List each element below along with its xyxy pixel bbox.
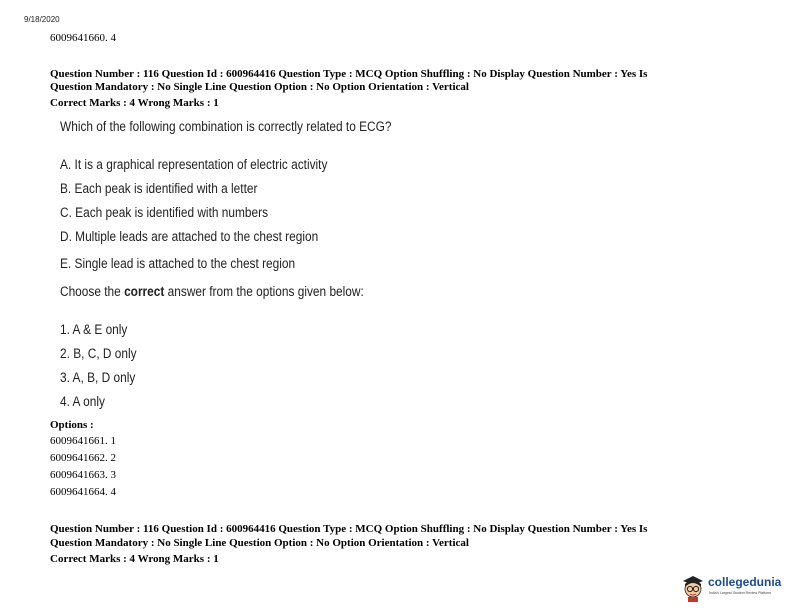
choice-3: 3. A, B, D only bbox=[60, 370, 136, 385]
print-date: 9/18/2020 bbox=[24, 15, 60, 24]
question-text: Which of the following combination is correctly related to ECG? bbox=[60, 119, 392, 134]
option-id-4: 6009641664. 4 bbox=[50, 486, 116, 498]
options-label: Options : bbox=[50, 419, 94, 431]
statement-d: D. Multiple leads are attached to the chest region bbox=[60, 229, 319, 244]
option-id-1: 6009641661. 1 bbox=[50, 435, 116, 447]
option-id-2: 6009641662. 2 bbox=[50, 452, 116, 464]
instruction-post: answer from the options given below: bbox=[164, 284, 364, 299]
statement-e: E. Single lead is attached to the chest region bbox=[60, 256, 296, 271]
choice-4: 4. A only bbox=[60, 394, 105, 409]
next-question-marks: Correct Marks : 4 Wrong Marks : 1 bbox=[50, 553, 219, 565]
option-id-3: 6009641663. 3 bbox=[50, 469, 116, 481]
statement-b: B. Each peak is identified with a letter bbox=[60, 181, 258, 196]
previous-option-id: 6009641660. 4 bbox=[50, 32, 116, 44]
statement-c: C. Each peak is identified with numbers bbox=[60, 205, 269, 220]
choice-1: 1. A & E only bbox=[60, 322, 128, 337]
instruction-pre: Choose the bbox=[60, 284, 125, 299]
instruction-bold: correct bbox=[124, 284, 165, 299]
statement-a: A. It is a graphical representation of electric activity bbox=[60, 157, 328, 172]
logo-tagline: India's Largest Student Review Platform bbox=[709, 591, 772, 595]
collegedunia-logo bbox=[680, 572, 786, 606]
next-question-meta-line-2: Question Mandatory : No Single Line Question Option : No Option Orientation : Vertical bbox=[50, 537, 469, 549]
logo-wordmark: collegedunia bbox=[708, 575, 782, 589]
student-mascot-icon bbox=[680, 572, 706, 602]
instruction bbox=[60, 284, 364, 299]
question-meta-line-2: Question Mandatory : No Single Line Question Option : No Option Orientation : Vertical bbox=[50, 81, 469, 93]
next-question-meta-line-1: Question Number : 116 Question Id : 600964416 Question Type : MCQ Option Shuffling : No Display Question Number : Yes Is bbox=[50, 523, 648, 535]
question-marks: Correct Marks : 4 Wrong Marks : 1 bbox=[50, 97, 219, 109]
choice-2: 2. B, C, D only bbox=[60, 346, 137, 361]
question-meta-line-1: Question Number : 116 Question Id : 600964416 Question Type : MCQ Option Shuffling : No Display Question Number : Yes Is bbox=[50, 68, 648, 80]
